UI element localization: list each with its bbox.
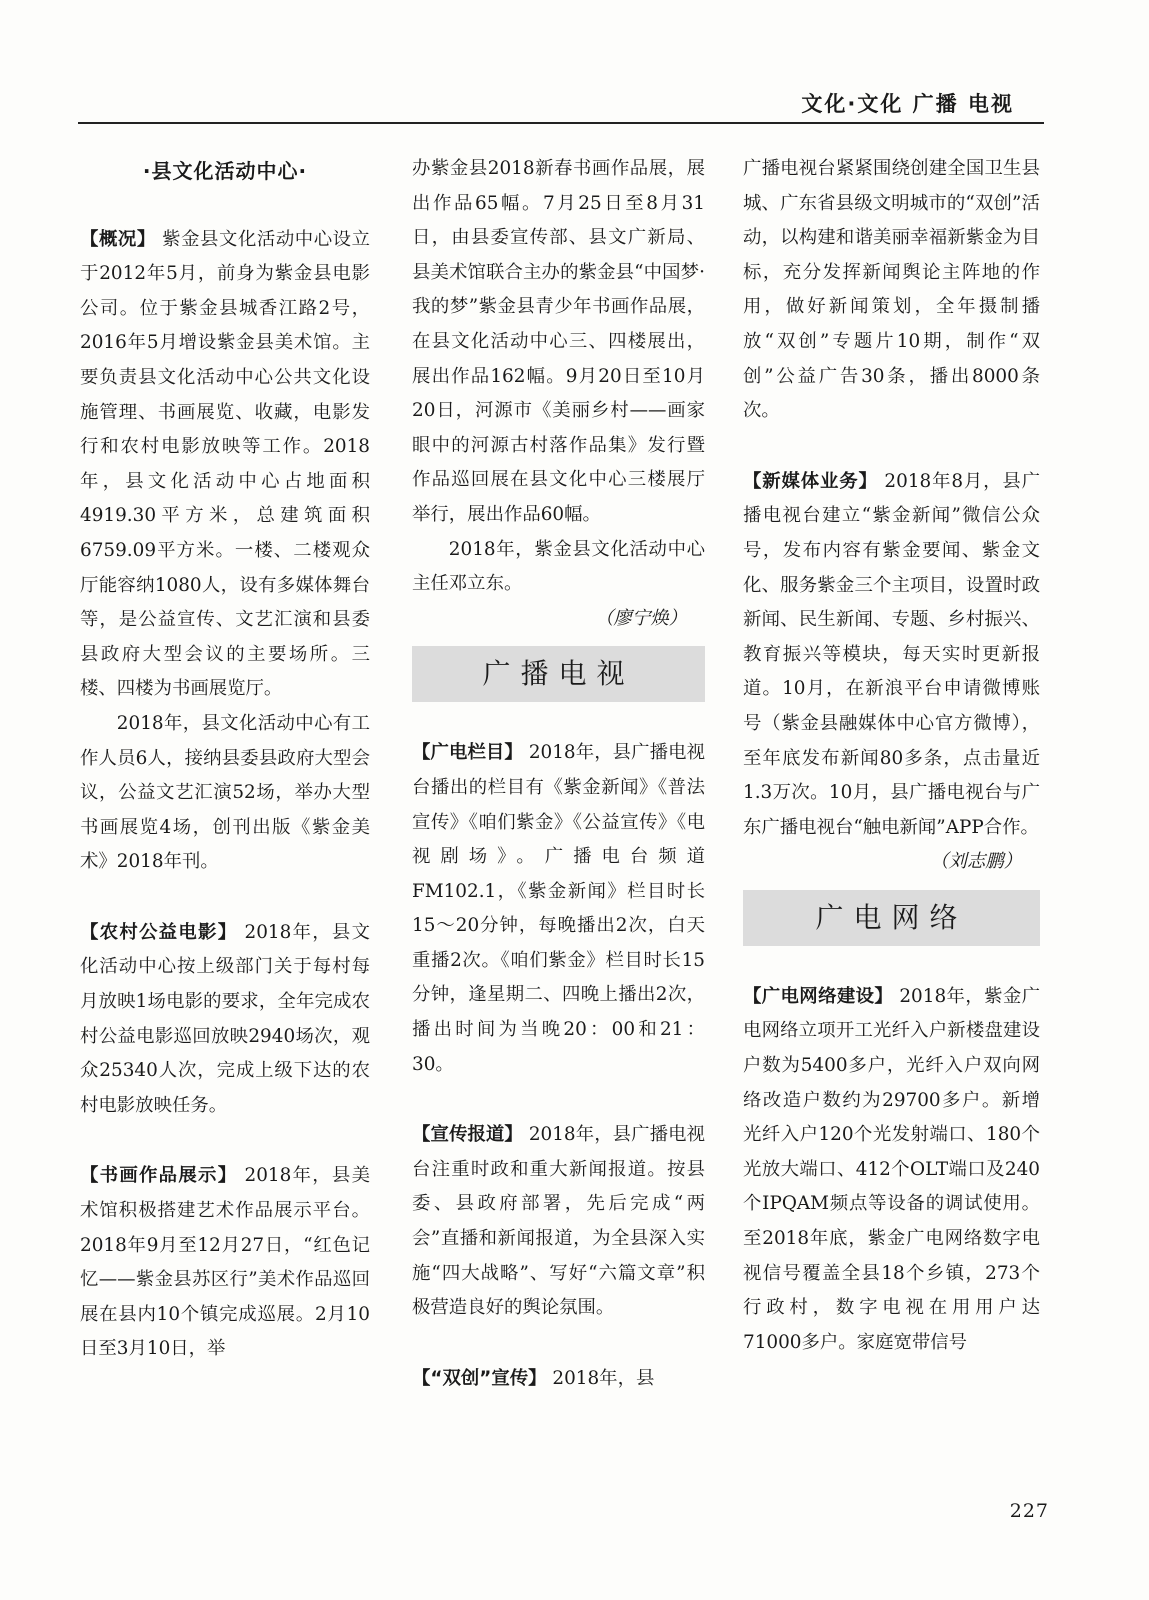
paragraph-text: 2018年8月，县广播电视台建立“紫金新闻”微信公众号，发布内容有紫金要闻、紫金文化、服务紫金三个主项目，设置时政新闻、民生新闻、专题、乡村振兴、教育振兴等模块，每天实时更新报道。10月，在新浪平台申请微博账号（紫金县融媒体中心官方微博），至年底发布新闻80多条，点击量近1.3万次。10月，县广播电视台与广东广播电视台“触电新闻”APP合作。	[743, 470, 1040, 838]
paragraph	[743, 980, 1040, 1361]
paragraph-text: 2018年，县	[546, 1367, 655, 1389]
paragraph-text: 2018年，县广播电视台注重时政和重大新闻报道。按县委、县政府部署，先后完成“两会”直播和新闻报道，为全县深入实施“四大战略”、写好“六篇文章”积极营造良好的舆论氛围。	[412, 1124, 705, 1319]
paragraph: 办紫金县2018新春书画作品展，展出作品65幅。7月25日至8月31日，由县委宣传部、县文广新局、县美术馆联合主办的紫金县“中国梦·我的梦”紫金县青少年书画作品展，在县文化活动中心三、四楼展出，展出作品162幅。9月20日至10月20日，河源市《美丽乡村——画家眼中的河源古村落作品集》发行暨作品巡回展在县文化中心三楼展厅举行，展出作品60幅。	[412, 158, 705, 525]
author-credit: （刘志鹏）	[930, 851, 1022, 873]
section-banner: 广电网络	[743, 890, 1040, 946]
paragraph-heading: 【农村公益电影】	[80, 921, 238, 943]
paragraph-text: 2018年，县文化活动中心按上级部门关于每村每月放映1场电影的要求，全年完成农村公益电影巡回放映2940场次，观众25340人次，完成上级下达的农村电影放映任务。	[80, 921, 370, 1116]
paragraph-heading: 【概况】	[80, 228, 156, 250]
paragraph-heading: 【“双创”宣传】	[412, 1367, 547, 1389]
section-title: ·县文化活动中心·	[142, 159, 308, 183]
paragraph-heading: 【书画作品展示】	[80, 1165, 238, 1187]
paragraph	[80, 916, 370, 1124]
column-2	[412, 152, 705, 1396]
paragraph: 广播电视台紧紧围绕创建全国卫生县城、广东省县级文明城市的“双创”活动，以构建和谐美丽幸福新紫金为目标，充分发挥新闻舆论主阵地的作用，做好新闻策划，全年摄制播放“双创”专题片10期，制作“双创”公益广告30条，播出8000条次。	[743, 158, 1040, 422]
section-banner: 广播电视	[412, 646, 705, 702]
column-3	[743, 152, 1040, 1360]
paragraph: 2018年，县文化活动中心有工作人员6人，接纳县委县政府大型会议，公益文艺汇演52场，举办大型书画展览4场，创刊出版《紫金美术》2018年刊。	[80, 712, 370, 873]
paragraph: 2018年，紫金县文化活动中心主任邓立东。	[412, 538, 705, 595]
paragraph	[412, 736, 705, 1082]
paragraph	[743, 465, 1040, 846]
paragraph-heading: 【广电栏目】	[412, 742, 523, 764]
paragraph	[80, 223, 370, 707]
paragraph	[80, 1159, 370, 1367]
paragraph-text: 2018年，县广播电视台播出的栏目有《紫金新闻》《普法宣传》《咱们紫金》《公益宣传》《电视剧场》。广播电台频道FM102.1，《紫金新闻》栏目时长15～20分钟，每晚播出2次，白天重播2次。《咱们紫金》栏目时长15分钟，逢星期二、四晚上播出2次，播出时间为当晚20：00和21：30。	[412, 742, 705, 1075]
header-title: 文化·文化 广播 电视	[801, 92, 1014, 116]
paragraph-text: 紫金县文化活动中心设立于2012年5月，前身为紫金县电影公司。位于紫金县城香江路2号，2016年5月增设紫金县美术馆。主要负责县文化活动中心公共文化设施管理、书画展览、收藏，电影发行和农村电影放映等工作。2018年，县文化活动中心占地面积4919.30平方米，总建筑面积6759.09平方米。一楼、二楼观众厅能容纳1080人，设有多媒体舞台等，是公益宣传、文艺汇演和县委县政府大型会议的主要场所。三楼、四楼为书画展览厅。	[80, 228, 370, 700]
page-header	[78, 86, 1044, 124]
paragraph-heading: 【新媒体业务】	[743, 470, 878, 492]
paragraph	[412, 1118, 705, 1326]
paragraph-text: 2018年，紫金广电网络立项开工光纤入户新楼盘建设户数为5400多户，光纤入户双向网络改造户数约为29700多户。新增光纤入户120个光发射端口、180个光放大端口、412个OLT端口及240个IPQAM频点等设备的调试使用。至2018年底，紫金广电网络数字电视信号覆盖全县18个乡镇，273个行政村，数字电视在用用户达71000多户。家庭宽带信号	[743, 985, 1040, 1353]
paragraph	[412, 1362, 705, 1397]
page-number: 227	[1009, 1500, 1049, 1522]
author-credit: （廖宁焕）	[595, 607, 687, 629]
column-1	[80, 150, 370, 1367]
paragraph-heading: 【宣传报道】	[412, 1124, 523, 1146]
paragraph-text: 2018年，县美术馆积极搭建艺术作品展示平台。2018年9月至12月27日，“红色记忆——紫金县苏区行”美术作品巡回展在县内10个镇完成巡展。2月10日至3月10日，举	[80, 1165, 370, 1360]
paragraph-heading: 【广电网络建设】	[743, 985, 894, 1007]
